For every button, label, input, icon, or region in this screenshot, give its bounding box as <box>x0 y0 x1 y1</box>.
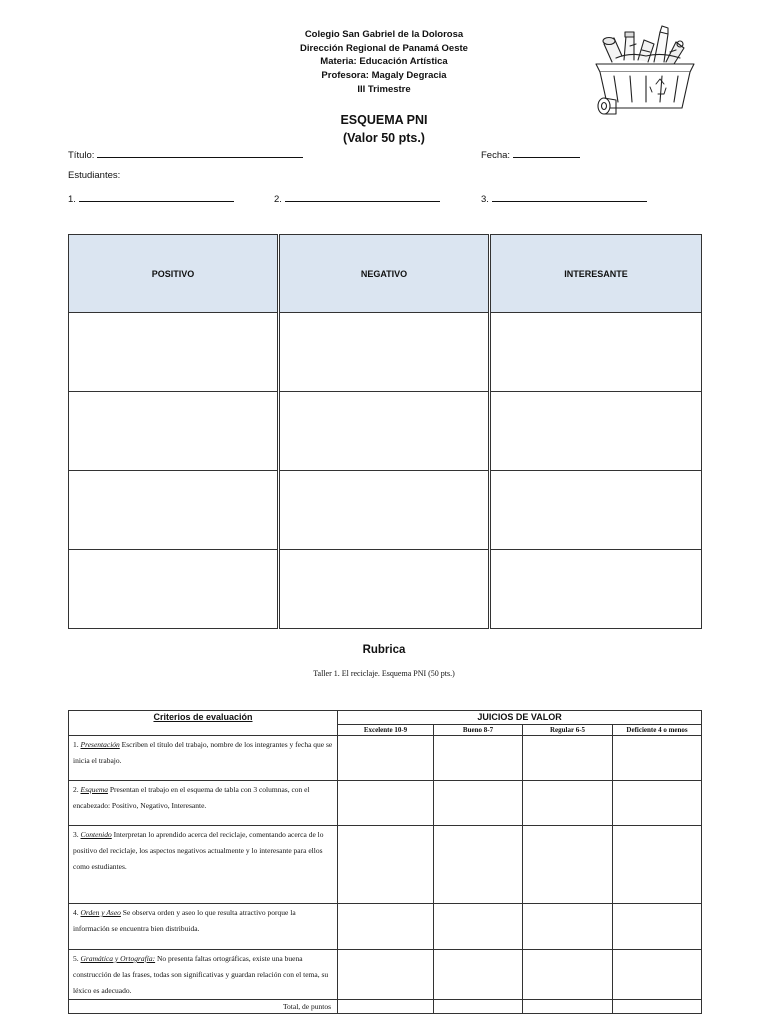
pni-header-negativo: NEGATIVO <box>280 235 489 313</box>
document-value: (Valor 50 pts.) <box>343 131 425 145</box>
criteria-header-label: Criterios de evaluación <box>153 712 253 722</box>
level-bueno: Bueno 8-7 <box>434 724 523 735</box>
pni-row <box>69 550 702 629</box>
score-cell[interactable] <box>338 781 434 826</box>
criterion-name: Esquema <box>80 785 108 794</box>
rubric-row <box>69 950 702 1000</box>
document-title: ESQUEMA PNI <box>340 113 428 127</box>
pni-cell[interactable] <box>69 471 278 550</box>
rubric-title: Rubrica <box>362 644 406 656</box>
pni-cell[interactable] <box>69 392 278 471</box>
date-field[interactable] <box>481 148 580 161</box>
regional-office: Dirección Regional de Panamá Oeste <box>300 43 468 54</box>
pni-cell[interactable] <box>280 550 489 629</box>
title-label: Título: <box>68 150 95 161</box>
student-2-field[interactable] <box>274 192 440 205</box>
score-cell[interactable] <box>613 781 702 826</box>
judgments-header: JUICIOS DE VALOR <box>338 711 702 725</box>
student-2-number: 2. <box>274 194 282 205</box>
pni-header-positivo: POSITIVO <box>69 235 278 313</box>
student-2-blank[interactable] <box>285 192 440 202</box>
pni-row <box>69 471 702 550</box>
student-1-field[interactable] <box>68 192 234 205</box>
pni-header-row <box>69 235 702 313</box>
score-cell[interactable] <box>613 826 702 904</box>
total-cell[interactable] <box>434 1000 523 1014</box>
score-cell[interactable] <box>434 781 523 826</box>
score-cell[interactable] <box>338 950 434 1000</box>
pni-row <box>69 313 702 392</box>
level-regular: Regular 6-5 <box>523 724 613 735</box>
pni-row <box>69 392 702 471</box>
rubric-total-row <box>69 1000 702 1014</box>
score-cell[interactable] <box>523 950 613 1000</box>
student-3-blank[interactable] <box>492 192 647 202</box>
date-blank[interactable] <box>513 148 580 158</box>
criterion-name: Gramática y Ortografía: <box>80 954 156 963</box>
score-cell[interactable] <box>613 950 702 1000</box>
score-cell[interactable] <box>434 950 523 1000</box>
pni-cell[interactable] <box>280 313 489 392</box>
criterion-name: Contenido <box>80 830 112 839</box>
pni-header-interesante: INTERESANTE <box>491 235 702 313</box>
total-cell[interactable] <box>338 1000 434 1014</box>
title-blank[interactable] <box>97 148 303 158</box>
rubric-row <box>69 736 702 781</box>
student-1-number: 1. <box>68 194 76 205</box>
subject: Materia: Educación Artística <box>320 56 448 67</box>
title-field[interactable] <box>68 148 303 161</box>
score-cell[interactable] <box>338 736 434 781</box>
recycling-bin-illustration <box>590 22 702 120</box>
criterion-1: 1. Presentación Escriben el título del trabajo, nombre de los integrantes y fecha que se inicia el trabajo. <box>69 736 338 781</box>
pni-cell[interactable] <box>69 313 278 392</box>
score-cell[interactable] <box>434 826 523 904</box>
pni-table <box>68 234 702 629</box>
teacher: Profesora: Magaly Degracia <box>321 70 447 81</box>
score-cell[interactable] <box>523 781 613 826</box>
date-label: Fecha: <box>481 150 511 161</box>
term: III Trimestre <box>357 84 411 95</box>
level-deficiente: Deficiente 4 o menos <box>613 724 702 735</box>
score-cell[interactable] <box>338 826 434 904</box>
pni-cell[interactable] <box>491 313 702 392</box>
total-label: Total, de puntos <box>69 1000 338 1014</box>
score-cell[interactable] <box>613 904 702 950</box>
student-1-blank[interactable] <box>79 192 234 202</box>
level-excelente: Excelente 10-9 <box>338 724 434 735</box>
pni-cell[interactable] <box>491 392 702 471</box>
rubric-header-row <box>69 711 702 725</box>
rubric-subtitle: Taller 1. El reciclaje. Esquema PNI (50 pts.) <box>313 669 455 678</box>
criteria-header <box>69 711 338 736</box>
students-label: Estudiantes: <box>68 170 121 181</box>
criterion-2: 2. Esquema Presentan el trabajo en el esquema de tabla con 3 columnas, con el encabezado: Positivo, Negativo, Interesante. <box>69 781 338 826</box>
total-cell[interactable] <box>523 1000 613 1014</box>
pni-cell[interactable] <box>491 550 702 629</box>
total-cell[interactable] <box>613 1000 702 1014</box>
rubric-row <box>69 826 702 904</box>
criterion-4: 4. Orden y Aseo Se observa orden y aseo lo que resulta atractivo porque la información se encuentra bien distribuida. <box>69 904 338 950</box>
score-cell[interactable] <box>338 904 434 950</box>
pni-cell[interactable] <box>280 471 489 550</box>
student-3-number: 3. <box>481 194 489 205</box>
pni-cell[interactable] <box>69 550 278 629</box>
pni-cell[interactable] <box>280 392 489 471</box>
score-cell[interactable] <box>434 904 523 950</box>
rubric-row <box>69 904 702 950</box>
criterion-3: 3. Contenido Interpretan lo aprendido acerca del reciclaje, comentando acerca de lo positivo del reciclaje, los aspectos negativos actualmente y lo interesante para ellos como estudiantes. <box>69 826 338 904</box>
pni-cell[interactable] <box>491 471 702 550</box>
score-cell[interactable] <box>523 904 613 950</box>
score-cell[interactable] <box>434 736 523 781</box>
school-name: Colegio San Gabriel de la Dolorosa <box>304 29 464 40</box>
criterion-name: Orden y Aseo <box>80 908 121 917</box>
score-cell[interactable] <box>523 826 613 904</box>
rubric-row <box>69 781 702 826</box>
score-cell[interactable] <box>613 736 702 781</box>
criterion-5: 5. Gramática y Ortografía: No presenta faltas ortográficas, existe una buena construcción de las frases, todas son significativas y guardan relación con el tema, su léxico es adecuado. <box>69 950 338 1000</box>
student-3-field[interactable] <box>481 192 647 205</box>
score-cell[interactable] <box>523 736 613 781</box>
criterion-name: Presentación <box>80 740 120 749</box>
rubric-table <box>68 710 702 1014</box>
